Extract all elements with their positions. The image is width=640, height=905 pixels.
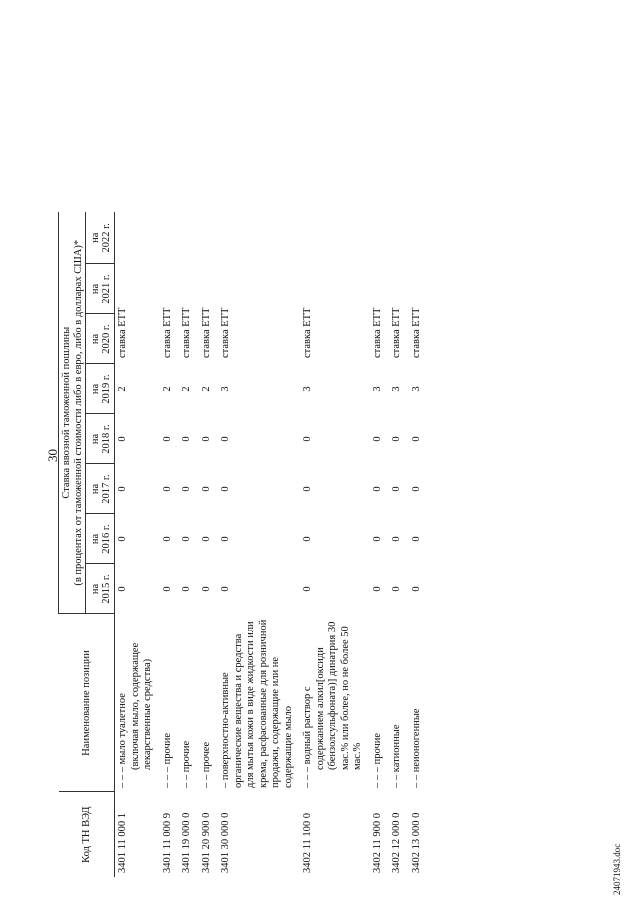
row-code: 3401 20 900 0	[200, 812, 212, 873]
row-rate-2015: 0	[220, 586, 231, 592]
row-rate-2016: 0	[200, 536, 212, 542]
table-row	[370, 212, 390, 877]
row-rate-2017: 0	[220, 486, 231, 492]
row-rate-2016: 0	[302, 536, 313, 542]
row-rate-2018: 0	[200, 436, 212, 442]
row-rate-2019: 3	[410, 386, 422, 392]
row-code: 3401 11 000 1	[117, 813, 128, 873]
row-rate-2018: 0	[302, 436, 313, 442]
row-rate-2019: 2	[181, 386, 192, 392]
header-year-2017: на 2017 г.	[86, 464, 115, 514]
header-rate-title: Ставка ввозной таможенной пошлины	[59, 212, 73, 614]
row-code: 3402 11 900 0	[371, 813, 383, 873]
row-code: 3401 11 000 9	[161, 813, 173, 873]
table-row	[160, 212, 180, 877]
row-rate-2016: 0	[391, 536, 402, 542]
tariff-table	[58, 212, 428, 877]
row-code: 3401 30 000 0	[220, 812, 231, 873]
header-name: Наименование позиции	[59, 614, 115, 792]
table-row	[300, 212, 370, 877]
row-rate-2016: 0	[161, 536, 173, 542]
row-name: – – прочее	[200, 741, 212, 788]
row-rate-2017: 0	[391, 486, 402, 492]
row-rate-2018: 0	[220, 436, 231, 442]
header-year-2020: на 2020 г.	[86, 314, 115, 364]
row-code: 3402 13 000 0	[410, 812, 422, 873]
row-rate-2020: ставка ЕТТ	[302, 307, 313, 358]
row-rate-2018: 0	[161, 436, 173, 442]
row-rate-2017: 0	[117, 486, 128, 492]
row-rate-2019: 2	[117, 386, 128, 392]
row-rate-2020: ставка ЕТТ	[200, 307, 212, 358]
row-rate-2020: ставка ЕТТ	[391, 307, 402, 358]
row-rate-2017: 0	[200, 486, 212, 492]
row-rate-2016: 0	[117, 536, 128, 542]
header-year-2018: на 2018 г.	[86, 414, 115, 464]
header-year-2021: на 2021 г.	[86, 264, 115, 314]
row-rate-2018: 0	[181, 436, 192, 442]
row-rate-2019: 3	[302, 386, 313, 392]
row-name: – – – мыло туалетное (включая мыло, содержащее лекарственные средства)	[117, 642, 153, 788]
row-rate-2020: ставка ЕТТ	[410, 307, 422, 358]
row-rate-2020: ставка ЕТТ	[161, 307, 173, 358]
row-code: 3402 11 100 0	[302, 813, 313, 873]
row-rate-2018: 0	[410, 436, 422, 442]
row-code: 3402 12 000 0	[391, 812, 402, 873]
row-rate-2019: 3	[220, 386, 231, 392]
row-rate-2017: 0	[161, 486, 173, 492]
row-name: – – прочие	[181, 740, 192, 788]
row-code: 3401 19 000 0	[181, 812, 192, 873]
row-rate-2017: 0	[410, 486, 422, 492]
table-row	[199, 212, 219, 877]
row-rate-2018: 0	[117, 436, 128, 442]
row-rate-2020: ставка ЕТТ	[371, 307, 383, 358]
row-rate-2020: ставка ЕТТ	[220, 307, 231, 358]
row-rate-2017: 0	[302, 486, 313, 492]
row-rate-2015: 0	[161, 586, 173, 592]
row-name: – поверхностно-активные органические вещества и средства для мытья кожи в виде жидкости или крема, расфасованные для розничной продажи, содержащие или не содержащие мыло	[220, 619, 294, 788]
row-rate-2019: 2	[200, 386, 212, 392]
header-code: Код ТН ВЭД	[59, 792, 115, 877]
header-year-2015: на 2015 г.	[86, 564, 115, 614]
row-rate-2020: ставка ЕТТ	[117, 307, 128, 358]
document-id: 24071943.doc	[612, 843, 622, 895]
row-rate-2015: 0	[391, 586, 402, 592]
row-rate-2019: 3	[371, 386, 383, 392]
row-rate-2017: 0	[181, 486, 192, 492]
table-row	[179, 212, 199, 877]
row-rate-2015: 0	[117, 586, 128, 592]
table-row	[218, 212, 300, 877]
row-name: – – неионогенные	[410, 708, 422, 788]
table-row	[389, 212, 409, 877]
table-body	[115, 212, 429, 877]
row-rate-2019: 3	[391, 386, 402, 392]
row-rate-2018: 0	[371, 436, 383, 442]
row-rate-2015: 0	[371, 586, 383, 592]
header-year-2022: на 2022 г.	[86, 212, 115, 264]
row-rate-2015: 0	[410, 586, 422, 592]
row-name: – – катионные	[391, 724, 402, 788]
table-header	[59, 212, 115, 877]
row-rate-2017: 0	[371, 486, 383, 492]
row-rate-2016: 0	[371, 536, 383, 542]
row-rate-2018: 0	[391, 436, 402, 442]
row-rate-2015: 0	[302, 586, 313, 592]
table-row	[115, 212, 160, 877]
row-rate-2019: 2	[161, 386, 173, 392]
row-rate-2016: 0	[181, 536, 192, 542]
table-row	[409, 212, 429, 877]
row-name: – – – прочие	[161, 732, 173, 788]
header-rate-subtitle: (в процентах от таможенной стоимости либо в евро, либо в долларах США)*	[73, 239, 85, 586]
row-rate-2015: 0	[200, 586, 212, 592]
header-year-2016: на 2016 г.	[86, 514, 115, 564]
row-name: – – – прочие	[371, 732, 383, 788]
header-year-2019: на 2019 г.	[86, 364, 115, 414]
row-name: – – – водный раствор с содержанием алкил[оксиди (бензолсульфоната)] динатрия 30 мас.% или более, но не более 50 мас.%	[302, 621, 363, 788]
page-number: 30	[45, 449, 60, 462]
row-rate-2016: 0	[410, 536, 422, 542]
row-rate-2015: 0	[181, 586, 192, 592]
row-rate-2016: 0	[220, 536, 231, 542]
row-rate-2020: ставка ЕТТ	[181, 307, 192, 358]
